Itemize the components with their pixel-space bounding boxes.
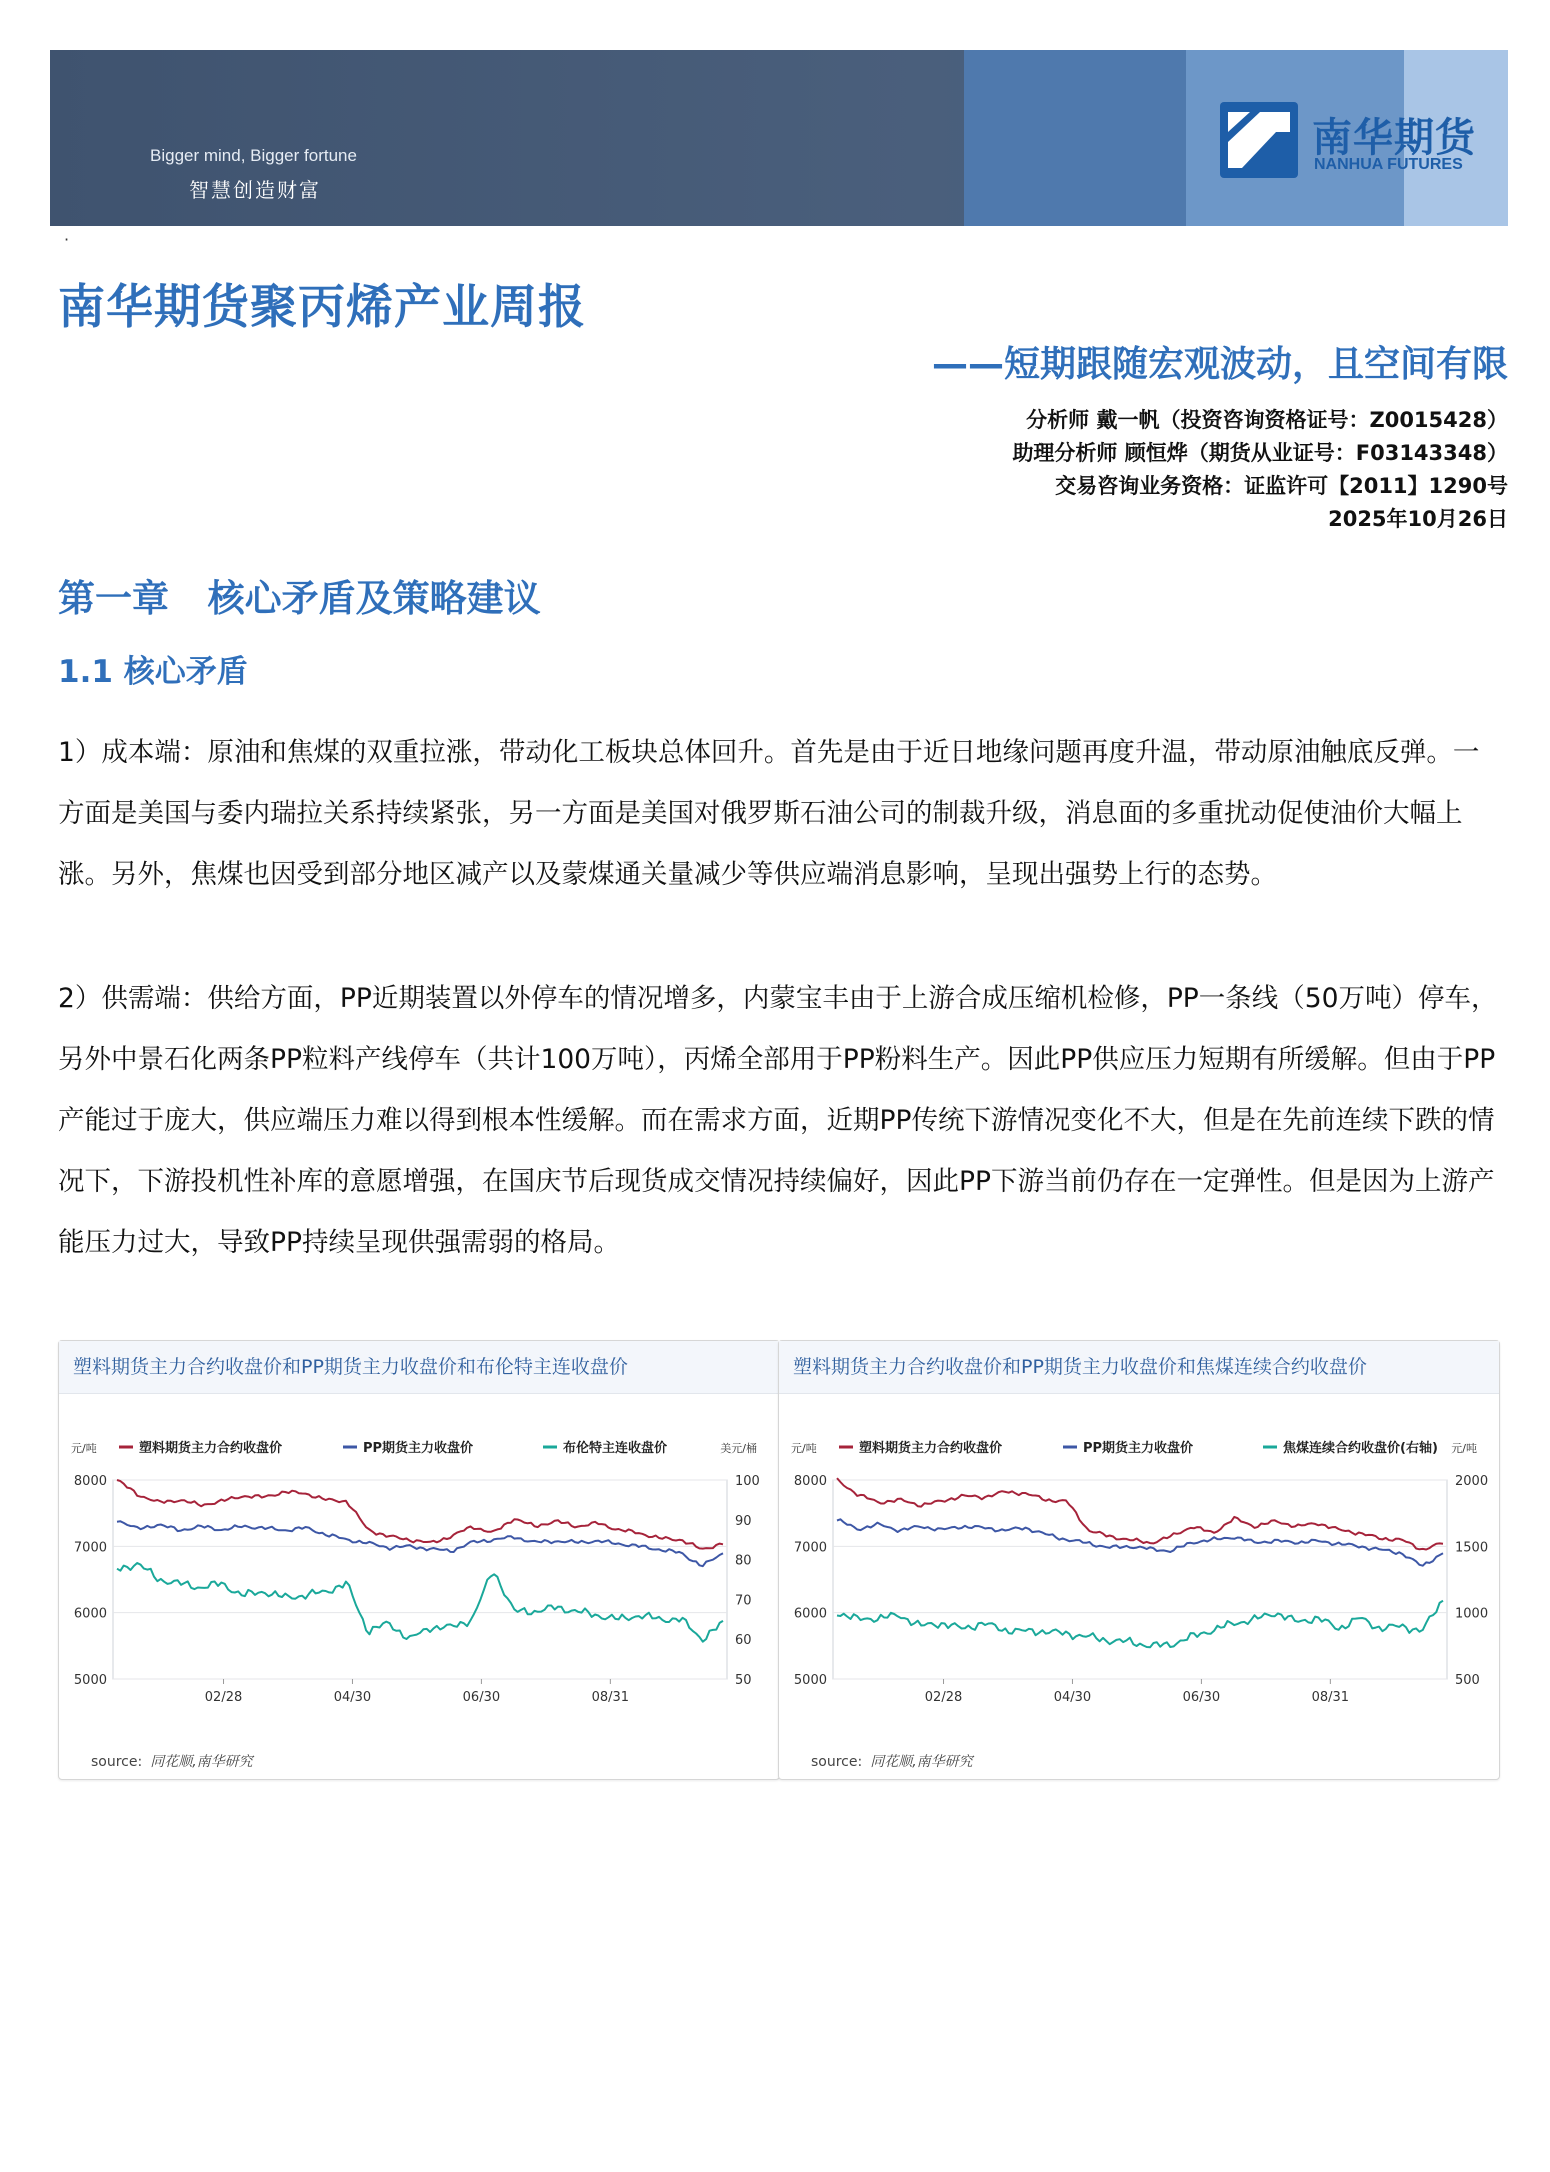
legend-label: 焦煤连续合约收盘价(右轴) bbox=[1283, 1441, 1438, 1456]
y-tick-label-left: 7000 bbox=[793, 1540, 827, 1556]
left-axis-unit: 元/吨 bbox=[791, 1442, 817, 1455]
paragraph-supply-demand: 2）供需端：供给方面，PP近期装置以外停车的情况增多，内蒙宝丰由于上游合成压缩机检修，PP一条线（50万吨）停车，另外中景石化两条PP粒料产线停车（共计100万吨），丙烯全部用于PP粉料生产。因此PP供应压力短期有所缓解。但由于PP产能过于庞大，供应端压力难以得到根本性缓解。而在需求方面，近期PP传统下游情况变化不大，但是在先前连续下跌的情况下，下游投机性补库的意愿增强，在国庆节后现货成交情况持续偏好，因此PP下游当前仍存在一定弹性。但是因为上游产能压力过大，导致PP持续呈现供强需弱的格局。 bbox=[58, 983, 1498, 1258]
legend-label: 塑料期货主力合约收盘价 bbox=[139, 1441, 283, 1456]
right-axis-unit: 元/吨 bbox=[1451, 1442, 1477, 1455]
legend-label: 布伦特主连收盘价 bbox=[563, 1441, 668, 1456]
x-tick-label: 06/30 bbox=[1182, 1690, 1221, 1705]
plot-area bbox=[833, 1480, 1447, 1679]
y-tick-label-left: 5000 bbox=[793, 1673, 827, 1688]
report-title: 南华期货聚丙烯产业周报 bbox=[58, 280, 586, 335]
x-tick-label: 02/28 bbox=[924, 1690, 963, 1705]
source-label: source: bbox=[91, 1754, 143, 1770]
report-subtitle: ——短期跟随宏观波动，且空间有限 bbox=[931, 344, 1508, 385]
banner-band bbox=[964, 50, 1186, 226]
assistant-analyst-line: 助理分析师 顾恒烨（期货从业证号：F03143348） bbox=[1012, 441, 1508, 465]
x-tick-label: 04/30 bbox=[333, 1690, 372, 1705]
y-tick-label-right: 2000 bbox=[1455, 1474, 1489, 1489]
y-tick-label-right: 90 bbox=[735, 1513, 752, 1529]
analyst-line: 分析师 戴一帆（投资咨询资格证号：Z0015428） bbox=[1026, 408, 1508, 432]
chart-card-coking-coal bbox=[778, 1340, 1500, 1780]
chapter-heading: 第一章 核心矛盾及策略建议 bbox=[58, 577, 541, 620]
company-logo bbox=[1220, 102, 1500, 182]
y-tick-label-right: 500 bbox=[1455, 1673, 1480, 1688]
chart-title: 塑料期货主力合约收盘价和PP期货主力收盘价和焦煤连续合约收盘价 bbox=[779, 1341, 1499, 1394]
paragraph-cost: 1）成本端：原油和焦煤的双重拉涨，带动化工板块总体回升。首先是由于近日地缘问题再度升温，带动原油触底反弹。一方面是美国与委内瑞拉关系持续紧张，另一方面是美国对俄罗斯石油公司的制裁升级，消息面的多重扰动促使油价大幅上涨。另外，焦煤也因受到部分地区减产以及蒙煤通关量减少等供应端消息影响，呈现出强势上行的态势。 bbox=[58, 737, 1480, 890]
plot-area bbox=[113, 1480, 727, 1679]
report-date: 2025年10月26日 bbox=[1328, 507, 1508, 531]
logo-english-name: NANHUA FUTURES bbox=[1314, 156, 1463, 173]
y-tick-label-left: 8000 bbox=[793, 1474, 827, 1489]
chart-source bbox=[91, 1751, 253, 1771]
y-tick-label-right: 60 bbox=[735, 1633, 752, 1649]
source-text: 同花顺,南华研究 bbox=[870, 1754, 973, 1770]
y-tick-label-right: 1000 bbox=[1455, 1606, 1489, 1622]
y-tick-label-right: 80 bbox=[735, 1553, 752, 1569]
page-marker: · bbox=[64, 230, 70, 249]
slogan-chinese: 智慧创造财富 bbox=[189, 178, 321, 202]
logo-chinese-name: 南华期货 bbox=[1312, 115, 1476, 161]
y-tick-label-right: 100 bbox=[735, 1474, 760, 1489]
source-text: 同花顺,南华研究 bbox=[150, 1754, 253, 1770]
y-tick-label-right: 1500 bbox=[1455, 1540, 1489, 1556]
x-tick-label: 02/28 bbox=[204, 1690, 243, 1705]
legend-label: PP期货主力收盘价 bbox=[1083, 1441, 1194, 1456]
right-axis-unit: 美元/桶 bbox=[720, 1442, 757, 1455]
nanhua-logo-icon bbox=[1220, 102, 1298, 178]
chart-card-brent bbox=[58, 1340, 780, 1780]
x-tick-label: 08/31 bbox=[1311, 1690, 1350, 1705]
y-tick-label-left: 7000 bbox=[73, 1540, 107, 1556]
slogan-english: Bigger mind, Bigger fortune bbox=[150, 146, 357, 165]
report-meta bbox=[1012, 404, 1508, 536]
qualification-line: 交易咨询业务资格：证监许可【2011】1290号 bbox=[1055, 474, 1508, 498]
x-tick-label: 08/31 bbox=[591, 1690, 630, 1705]
line-chart bbox=[779, 1394, 1499, 1744]
y-tick-label-right: 50 bbox=[735, 1673, 752, 1688]
y-tick-label-left: 6000 bbox=[73, 1606, 107, 1622]
section-heading: 1.1 核心矛盾 bbox=[58, 654, 248, 690]
source-label: source: bbox=[811, 1754, 863, 1770]
series-line bbox=[837, 1601, 1443, 1648]
legend-label: PP期货主力收盘价 bbox=[363, 1441, 474, 1456]
series-line bbox=[117, 1480, 723, 1549]
x-tick-label: 04/30 bbox=[1053, 1690, 1092, 1705]
legend-label: 塑料期货主力合约收盘价 bbox=[859, 1441, 1003, 1456]
left-axis-unit: 元/吨 bbox=[71, 1442, 97, 1455]
series-line bbox=[117, 1521, 723, 1566]
chart-title: 塑料期货主力合约收盘价和PP期货主力收盘价和布伦特主连收盘价 bbox=[59, 1341, 779, 1394]
y-tick-label-left: 8000 bbox=[73, 1474, 107, 1489]
y-tick-label-left: 6000 bbox=[793, 1606, 827, 1622]
y-tick-label-right: 70 bbox=[735, 1593, 752, 1609]
line-chart bbox=[59, 1394, 779, 1744]
x-tick-label: 06/30 bbox=[462, 1690, 501, 1705]
chart-source bbox=[811, 1751, 973, 1771]
header-banner bbox=[50, 50, 1508, 226]
series-line bbox=[837, 1519, 1443, 1565]
series-line bbox=[837, 1478, 1443, 1549]
y-tick-label-left: 5000 bbox=[73, 1673, 107, 1688]
series-line bbox=[117, 1563, 723, 1642]
